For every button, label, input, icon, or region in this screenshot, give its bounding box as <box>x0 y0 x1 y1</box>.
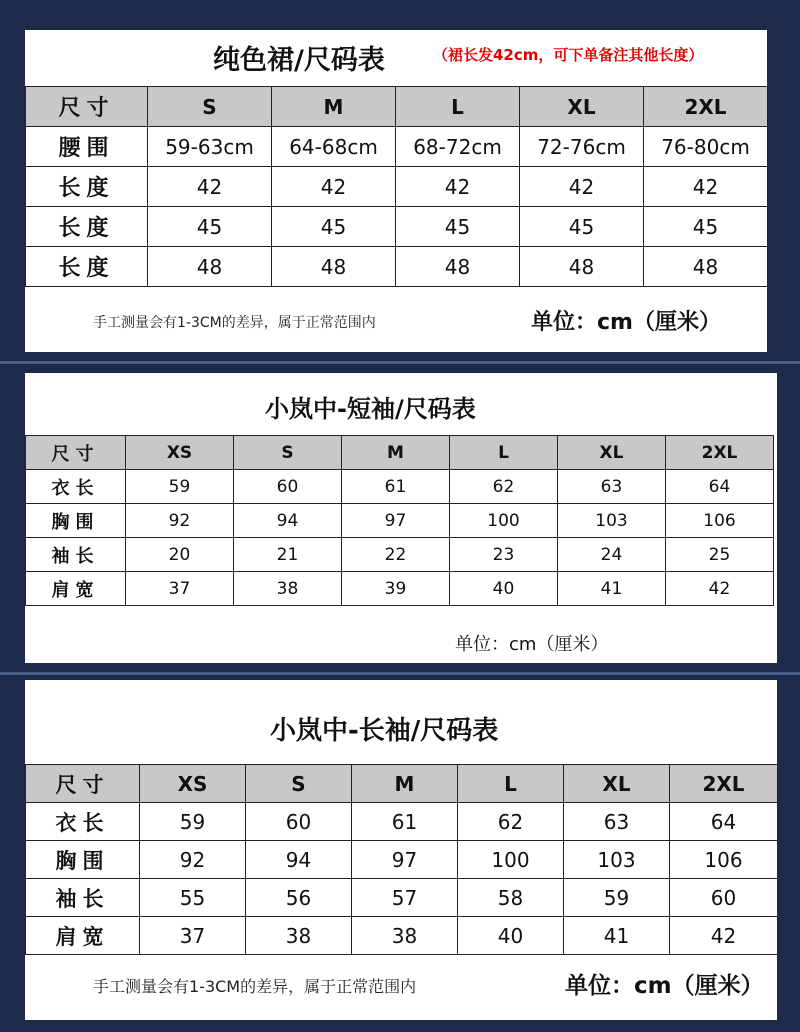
header-row <box>26 87 768 127</box>
divider <box>0 672 800 675</box>
row-label: 长度 <box>26 247 148 287</box>
row-label: 胸围 <box>26 504 126 538</box>
table-cell: 94 <box>234 504 342 538</box>
skirt-length-note: （裙长发42cm，可下单备注其他长度） <box>433 46 704 64</box>
table-cell: 42 <box>272 167 396 207</box>
table-cell: 42 <box>148 167 272 207</box>
table-cell: 38 <box>352 917 458 955</box>
table-cell: 24 <box>558 538 666 572</box>
table-cell: 45 <box>644 207 768 247</box>
column-header-2xl: 2XL <box>670 765 778 803</box>
table-cell: 63 <box>558 470 666 504</box>
column-header-s: S <box>148 87 272 127</box>
short-sleeve-unit-label: 单位：cm（厘米） <box>455 634 609 655</box>
column-header-xl: XL <box>520 87 644 127</box>
table-cell: 64-68cm <box>272 127 396 167</box>
table-cell: 60 <box>246 803 352 841</box>
long-sleeve-size-table <box>25 764 778 955</box>
column-header-s: S <box>234 436 342 470</box>
column-header-xs: XS <box>126 436 234 470</box>
table-row <box>26 803 778 841</box>
table-cell: 59-63cm <box>148 127 272 167</box>
table-cell: 45 <box>148 207 272 247</box>
table-row <box>26 127 768 167</box>
table-row <box>26 167 768 207</box>
table-cell: 100 <box>450 504 558 538</box>
table-cell: 21 <box>234 538 342 572</box>
table-cell: 64 <box>666 470 774 504</box>
table-cell: 100 <box>458 841 564 879</box>
column-header-l: L <box>458 765 564 803</box>
long-sleeve-size-panel <box>25 680 777 1020</box>
table-row <box>26 207 768 247</box>
table-cell: 48 <box>644 247 768 287</box>
table-row <box>26 504 774 538</box>
column-header-size: 尺寸 <box>26 765 140 803</box>
table-row <box>26 917 778 955</box>
column-header-xl: XL <box>558 436 666 470</box>
table-cell: 25 <box>666 538 774 572</box>
table-cell: 106 <box>670 841 778 879</box>
table-cell: 45 <box>272 207 396 247</box>
table-cell: 42 <box>520 167 644 207</box>
table-cell: 38 <box>234 572 342 606</box>
short-sleeve-size-panel <box>25 373 777 663</box>
table-cell: 76-80cm <box>644 127 768 167</box>
skirt-size-table <box>25 86 768 287</box>
column-header-s: S <box>246 765 352 803</box>
table-cell: 37 <box>140 917 246 955</box>
table-row <box>26 470 774 504</box>
row-label: 衣长 <box>26 803 140 841</box>
long-sleeve-title: 小岚中-长袖/尺码表 <box>270 716 499 746</box>
column-header-size: 尺寸 <box>26 87 148 127</box>
table-cell: 40 <box>458 917 564 955</box>
row-label: 长度 <box>26 207 148 247</box>
table-row <box>26 247 768 287</box>
table-cell: 59 <box>140 803 246 841</box>
table-cell: 61 <box>342 470 450 504</box>
table-cell: 42 <box>396 167 520 207</box>
row-label: 长度 <box>26 167 148 207</box>
table-row <box>26 538 774 572</box>
column-header-size: 尺寸 <box>26 436 126 470</box>
table-cell: 64 <box>670 803 778 841</box>
table-cell: 39 <box>342 572 450 606</box>
header-row <box>26 436 774 470</box>
table-cell: 62 <box>450 470 558 504</box>
skirt-measure-note: 手工测量会有1-3CM的差异，属于正常范围内 <box>93 315 376 331</box>
table-cell: 23 <box>450 538 558 572</box>
column-header-m: M <box>352 765 458 803</box>
table-cell: 55 <box>140 879 246 917</box>
table-cell: 62 <box>458 803 564 841</box>
table-cell: 41 <box>558 572 666 606</box>
header-row <box>26 765 778 803</box>
table-cell: 72-76cm <box>520 127 644 167</box>
table-cell: 22 <box>342 538 450 572</box>
table-cell: 97 <box>342 504 450 538</box>
row-label: 腰围 <box>26 127 148 167</box>
table-cell: 59 <box>564 879 670 917</box>
table-cell: 56 <box>246 879 352 917</box>
long-sleeve-unit-label: 单位：cm（厘米） <box>565 973 764 999</box>
column-header-m: M <box>342 436 450 470</box>
table-cell: 45 <box>396 207 520 247</box>
table-cell: 40 <box>450 572 558 606</box>
skirt-unit-label: 单位：cm（厘米） <box>531 310 721 335</box>
table-cell: 37 <box>126 572 234 606</box>
table-cell: 42 <box>666 572 774 606</box>
table-cell: 42 <box>670 917 778 955</box>
table-cell: 94 <box>246 841 352 879</box>
table-cell: 38 <box>246 917 352 955</box>
table-cell: 97 <box>352 841 458 879</box>
table-cell: 92 <box>140 841 246 879</box>
table-cell: 61 <box>352 803 458 841</box>
table-cell: 57 <box>352 879 458 917</box>
table-cell: 48 <box>272 247 396 287</box>
short-sleeve-size-table <box>25 435 774 606</box>
long-sleeve-measure-note: 手工测量会有1-3CM的差异，属于正常范围内 <box>93 977 417 996</box>
row-label: 肩宽 <box>26 572 126 606</box>
divider <box>0 361 800 364</box>
short-sleeve-title: 小岚中-短袖/尺码表 <box>265 395 476 423</box>
column-header-m: M <box>272 87 396 127</box>
table-row <box>26 879 778 917</box>
table-cell: 41 <box>564 917 670 955</box>
column-header-l: L <box>450 436 558 470</box>
row-label: 衣长 <box>26 470 126 504</box>
table-cell: 68-72cm <box>396 127 520 167</box>
table-cell: 45 <box>520 207 644 247</box>
column-header-2xl: 2XL <box>644 87 768 127</box>
table-cell: 20 <box>126 538 234 572</box>
skirt-title: 纯色裙/尺码表 <box>213 45 385 76</box>
table-row <box>26 572 774 606</box>
row-label: 胸围 <box>26 841 140 879</box>
row-label: 袖长 <box>26 538 126 572</box>
table-cell: 48 <box>148 247 272 287</box>
table-cell: 48 <box>396 247 520 287</box>
table-cell: 60 <box>670 879 778 917</box>
column-header-l: L <box>396 87 520 127</box>
column-header-xs: XS <box>140 765 246 803</box>
table-cell: 92 <box>126 504 234 538</box>
column-header-xl: XL <box>564 765 670 803</box>
table-cell: 106 <box>666 504 774 538</box>
table-cell: 42 <box>644 167 768 207</box>
table-cell: 58 <box>458 879 564 917</box>
table-cell: 103 <box>558 504 666 538</box>
column-header-2xl: 2XL <box>666 436 774 470</box>
table-cell: 59 <box>126 470 234 504</box>
table-cell: 60 <box>234 470 342 504</box>
table-cell: 63 <box>564 803 670 841</box>
table-row <box>26 841 778 879</box>
row-label: 肩宽 <box>26 917 140 955</box>
row-label: 袖长 <box>26 879 140 917</box>
table-cell: 48 <box>520 247 644 287</box>
table-cell: 103 <box>564 841 670 879</box>
skirt-size-panel <box>25 30 767 352</box>
